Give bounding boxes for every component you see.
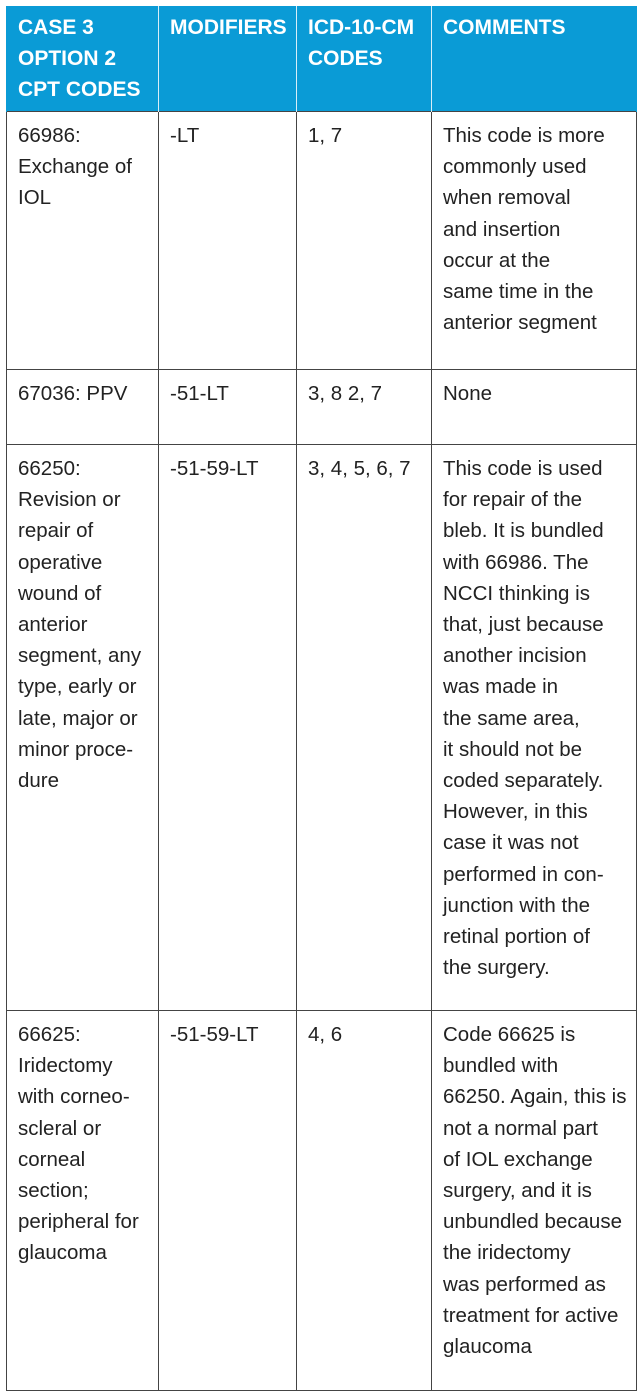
cell-icd-codes: 3, 4, 5, 6, 7 [297, 445, 432, 1011]
cell-cpt-code: 66986: Exchange of IOL [7, 112, 159, 370]
coding-table-container [6, 6, 636, 1391]
cell-comments: None [432, 370, 637, 445]
table-row [7, 112, 637, 370]
cell-comments: This code is more commonly used when removal and insertion occur at the same time in the anterior segment [432, 112, 637, 370]
table-row [7, 370, 637, 445]
cell-icd-codes: 4, 6 [297, 1011, 432, 1391]
cell-cpt-code: 66625: Iridectomy with corneo- scleral or corneal section; peripheral for glaucoma [7, 1011, 159, 1391]
cell-modifiers: -51-LT [159, 370, 297, 445]
header-cpt-codes: CASE 3 OPTION 2 CPT CODES [7, 6, 159, 112]
cell-modifiers: -LT [159, 112, 297, 370]
cell-modifiers: -51-59-LT [159, 1011, 297, 1391]
header-icd-codes: ICD-10-CM CODES [297, 6, 432, 112]
table-row [7, 1011, 637, 1391]
cell-comments: This code is used for repair of the bleb. It is bundled with 66986. The NCCI thinking is that, just because another incision was made in the same area, it should not be coded separately. However, in this case it was not performed in con- junction with the retinal portion of the surgery. [432, 445, 637, 1011]
cpt-coding-table [6, 6, 637, 1391]
table-row [7, 445, 637, 1011]
header-modifiers: MODIFIERS [159, 6, 297, 112]
header-comments: COMMENTS [432, 6, 637, 112]
table-header-row [7, 6, 637, 112]
cell-modifiers: -51-59-LT [159, 445, 297, 1011]
cell-comments: Code 66625 is bundled with 66250. Again, this is not a normal part of IOL exchange surgery, and it is unbundled because the iridectomy was performed as treatment for active glaucoma [432, 1011, 637, 1391]
cell-icd-codes: 3, 8 2, 7 [297, 370, 432, 445]
cell-cpt-code: 66250: Revision or repair of operative wound of anterior segment, any type, early or late, major or minor proce- dure [7, 445, 159, 1011]
cell-icd-codes: 1, 7 [297, 112, 432, 370]
cell-cpt-code: 67036: PPV [7, 370, 159, 445]
